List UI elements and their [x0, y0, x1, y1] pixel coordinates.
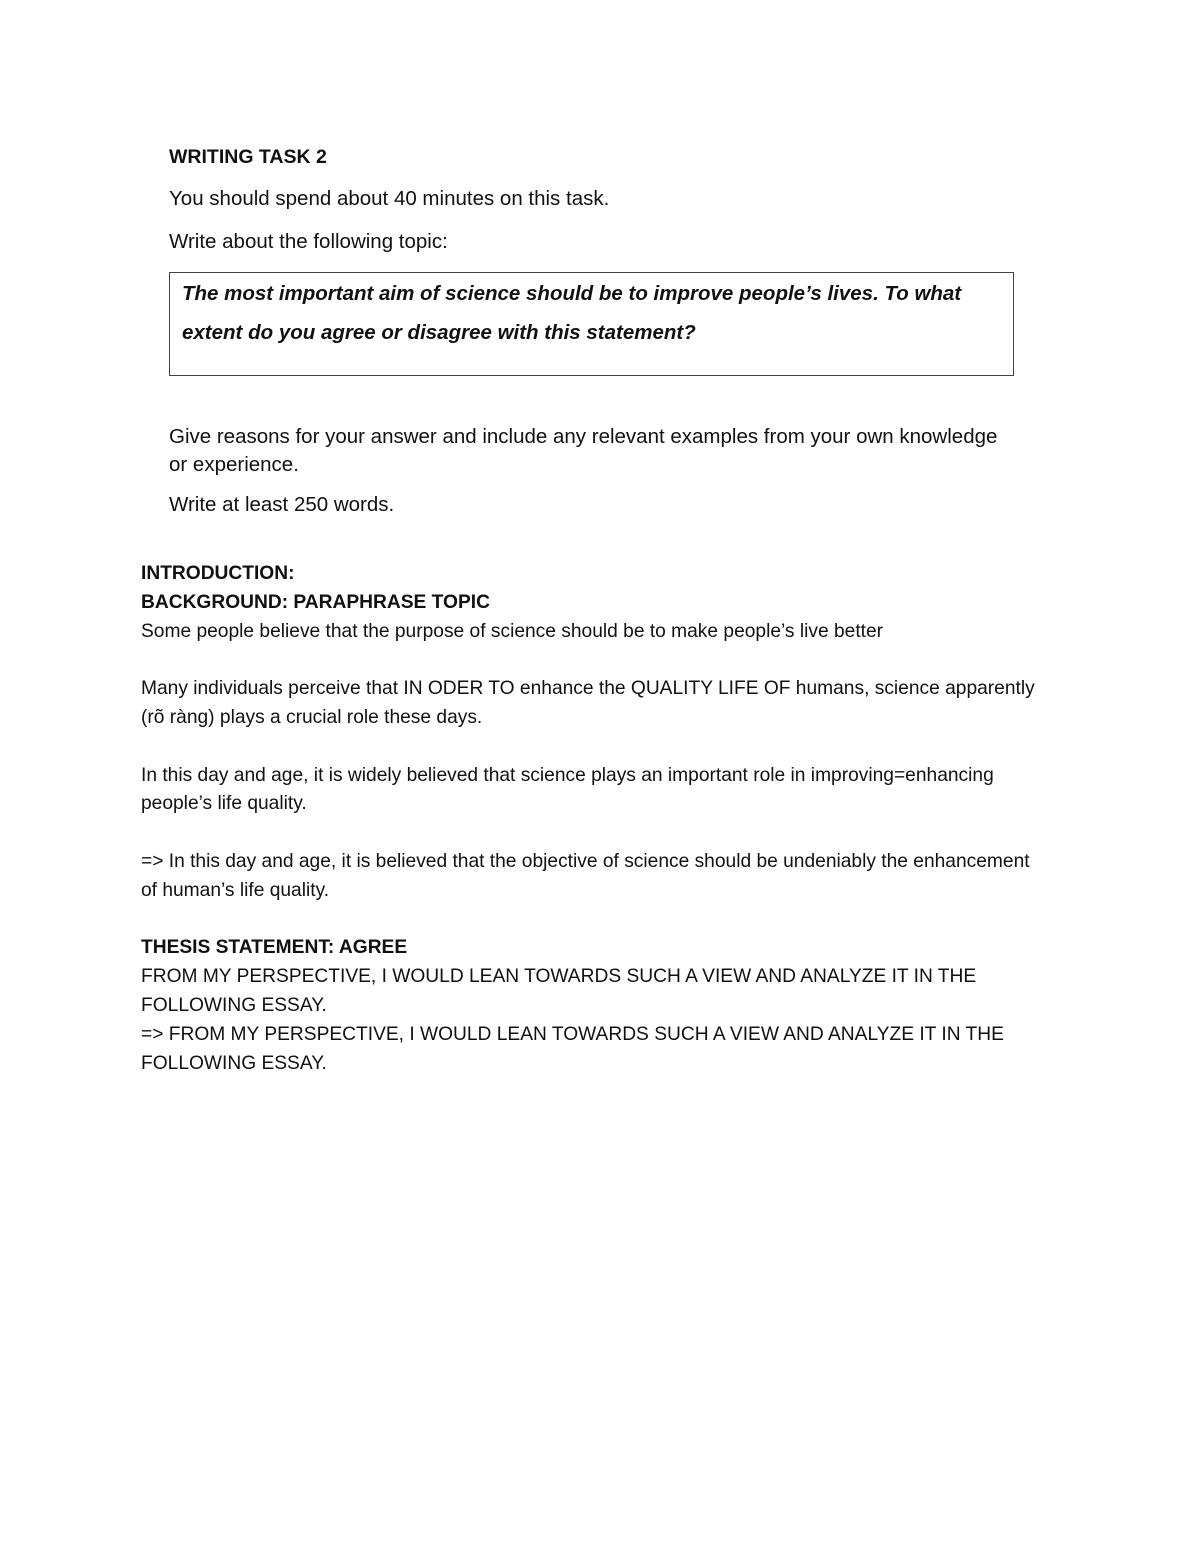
reasons-instruction: Give reasons for your answer and include any relevant examples from your own knowledge or experience.: [169, 425, 998, 476]
thesis-paragraph-2: => FROM MY PERSPECTIVE, I WOULD LEAN TOWARDS SUCH A VIEW AND ANALYZE IT IN THE FOLLOWING ESSAY.: [141, 1023, 1010, 1074]
background-heading: BACKGROUND: PARAPHRASE TOPIC: [141, 591, 490, 613]
word-count-instruction: Write at least 250 words.: [169, 493, 395, 516]
background-paragraph-3: In this day and age, it is widely believed that science plays an important role in improving=enhancing people’s life quality.: [141, 764, 1000, 815]
introduction-heading: INTRODUCTION:: [141, 563, 295, 584]
background-line-1: Some people believe that the purpose of science should be to make people’s live better: [141, 620, 884, 642]
background-paragraph-2: Many individuals perceive that IN ODER TO enhance the QUALITY LIFE OF humans, science apparently (rõ ràng) plays a crucial role these days.: [141, 678, 1041, 728]
thesis-heading: THESIS STATEMENT: AGREE: [141, 937, 408, 959]
topic-statement: The most important aim of science should be to improve people’s lives. To what extent do you agree or disagree with this statement?: [182, 282, 962, 344]
essay-notes: [141, 560, 1041, 1078]
topic-box: [169, 272, 1014, 376]
time-instruction: You should spend about 40 minutes on this task.: [169, 187, 610, 210]
thesis-paragraph-1: FROM MY PERSPECTIVE, I WOULD LEAN TOWARDS SUCH A VIEW AND ANALYZE IT IN THE FOLLOWING ESSAY.: [141, 966, 982, 1016]
task-title: WRITING TASK 2: [169, 146, 327, 168]
background-paragraph-4: => In this day and age, it is believed that the objective of science should be undeniably the enhancement of human’s life quality.: [141, 850, 1035, 901]
topic-intro: Write about the following topic:: [169, 230, 448, 253]
